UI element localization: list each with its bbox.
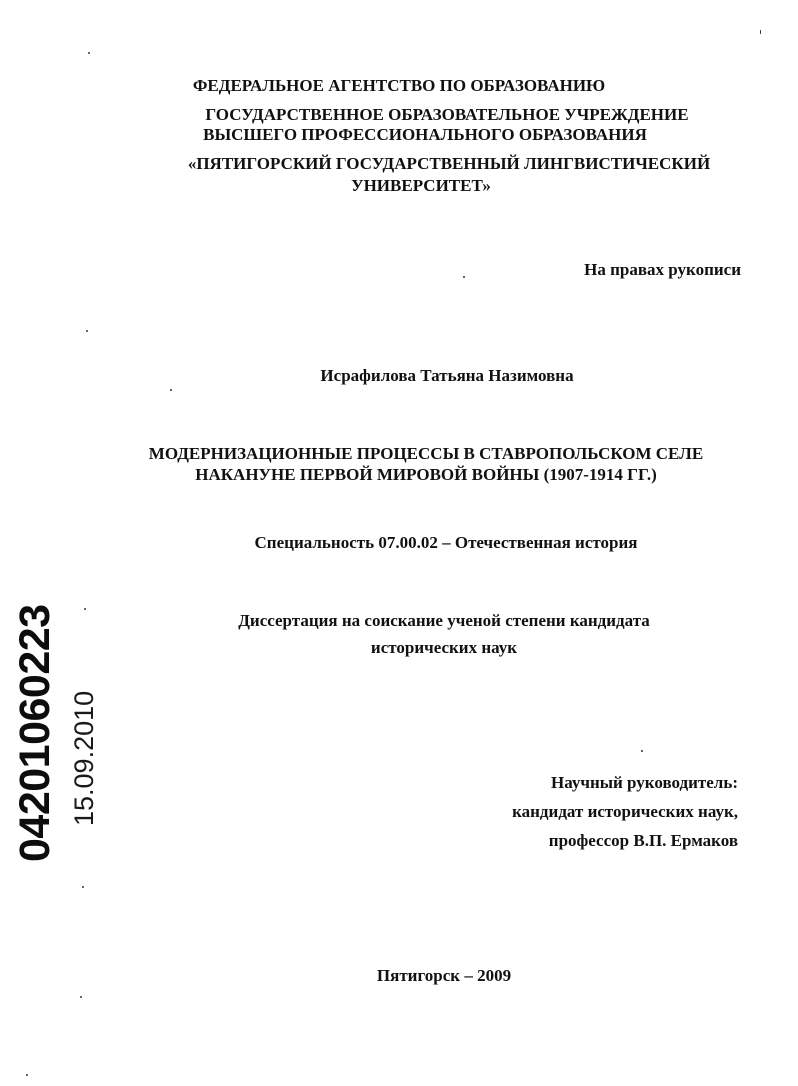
agency-heading: ФЕДЕРАЛЬНОЕ АГЕНТСТВО ПО ОБРАЗОВАНИЮ: [192, 76, 606, 95]
university-heading-line1: «ПЯТИГОРСКИЙ ГОСУДАРСТВЕННЫЙ ЛИНГВИСТИЧЕСКИЙ: [187, 154, 711, 173]
manuscript-note: На правах рукописи: [584, 260, 741, 279]
dissertation-title-line1: МОДЕРНИЗАЦИОННЫЕ ПРОЦЕССЫ В СТАВРОПОЛЬСКОМ СЕЛЕ: [148, 444, 704, 463]
supervisor-degree: кандидат исторических наук,: [512, 802, 738, 821]
supervisor-name: профессор В.П. Ермаков: [548, 831, 738, 850]
university-heading-line2: УНИВЕРСИТЕТ»: [351, 176, 491, 195]
city-year: Пятигорск – 2009: [376, 966, 512, 985]
supervisor-label: Научный руководитель:: [551, 773, 738, 792]
specialty: Специальность 07.00.02 – Отечественная история: [254, 533, 638, 552]
institution-heading-line2: ВЫСШЕГО ПРОФЕССИОНАЛЬНОГО ОБРАЗОВАНИЯ: [203, 125, 647, 144]
author-name: Исрафилова Татьяна Назимовна: [320, 366, 574, 385]
institution-heading-line1: ГОСУДАРСТВЕННОЕ ОБРАЗОВАТЕЛЬНОЕ УЧРЕЖДЕНИЕ: [205, 105, 689, 124]
degree-line2: исторических наук: [370, 638, 518, 657]
dissertation-title-line2: НАКАНУНЕ ПЕРВОЙ МИРОВОЙ ВОЙНЫ (1907-1914 ГГ.): [195, 465, 657, 484]
degree-line1: Диссертация на соискание ученой степени кандидата: [238, 611, 650, 630]
library-stamp-code: 04201060223: [11, 604, 59, 862]
library-stamp-date: 15.09.2010: [69, 690, 99, 826]
